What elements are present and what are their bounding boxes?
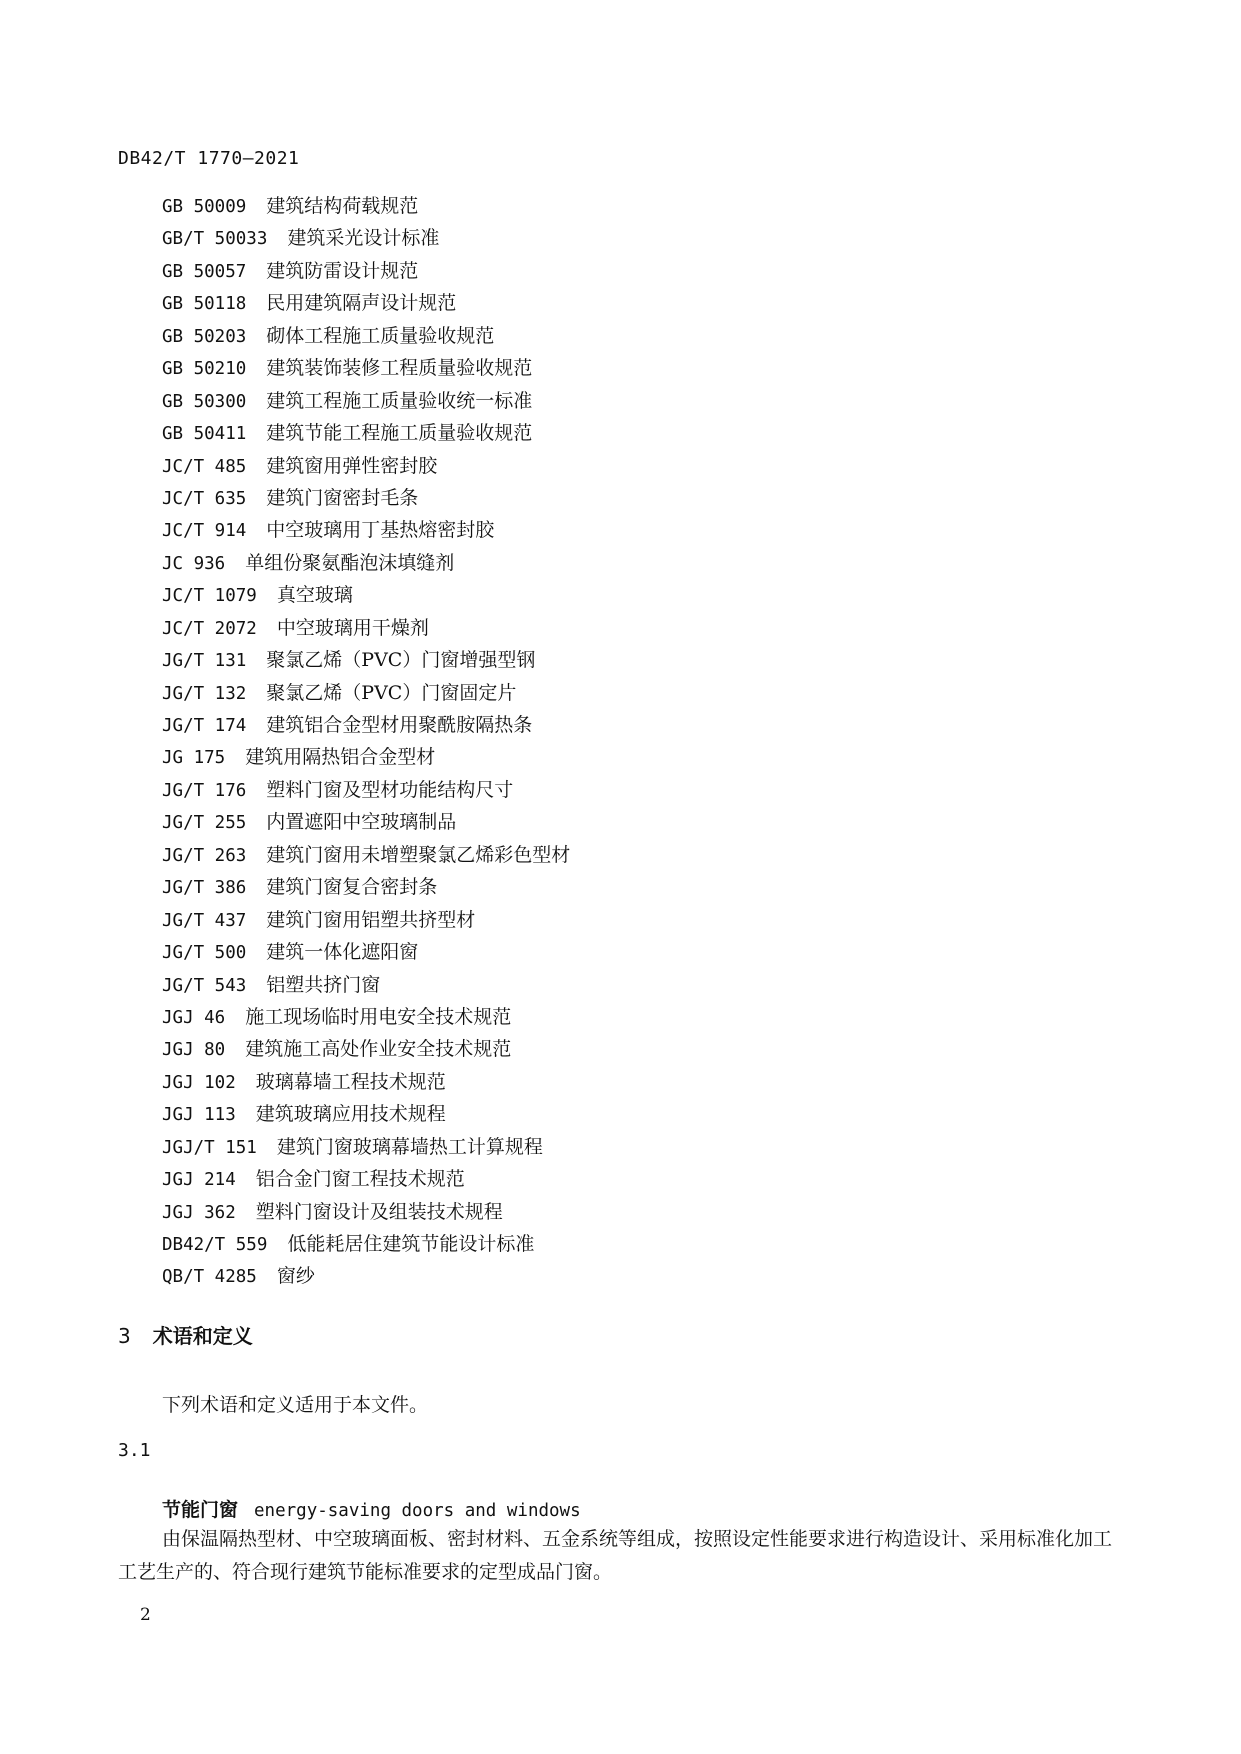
reference-code: DB42/T 559 [162,1235,268,1255]
reference-title: 建筑铝合金型材用聚酰胺隔热条 [266,714,533,736]
reference-title: 铝塑共挤门窗 [266,973,381,996]
term-definition: 由保温隔热型材、中空玻璃面板、密封材料、五金系统等组成，按照设定性能要求进行构造设计、采用标准化加工工艺生产的、符合现行建筑节能标准要求的定型成品门窗。 [118,1528,1113,1583]
reference-code: JC/T 914 [162,521,247,542]
reference-code: JG/T 263 [162,845,247,866]
reference-item [162,417,570,449]
reference-code: GB 50009 [162,197,247,217]
reference-item [162,871,570,903]
reference-title: 单组份聚氨酯泡沫填缝剂 [245,551,455,574]
reference-code: JG/T 255 [162,813,247,834]
term-name-en: energy-saving doors and windows [254,1501,581,1521]
reference-item [162,1260,570,1292]
reference-code: JC/T 1079 [162,586,257,607]
reference-item [162,1228,570,1260]
reference-title: 铝合金门窗工程技术规范 [255,1168,465,1191]
reference-item [162,644,570,676]
reference-title: 聚氯乙烯（PVC）门窗增强型钢 [266,649,536,672]
document-code-header: DB42/T 1770—2021 [118,148,300,169]
reference-item [162,1131,570,1163]
reference-item [162,255,570,287]
reference-item [162,806,570,838]
reference-title: 低能耗居住建筑节能设计标准 [287,1233,535,1255]
reference-item [162,352,570,384]
section-title: 术语和定义 [152,1324,253,1348]
reference-item [162,612,570,644]
reference-title: 玻璃幕墙工程技术规范 [255,1070,446,1093]
term-entry [162,1495,581,1522]
reference-title: 中空玻璃用丁基热熔密封胶 [266,519,495,542]
reference-item [162,514,570,546]
reference-item [162,1033,570,1065]
reference-item [162,547,570,579]
reference-title: 建筑门窗用未增塑聚氯乙烯彩色型材 [266,843,571,866]
reference-item [162,222,570,254]
reference-title: 建筑门窗密封毛条 [266,486,419,509]
reference-item [162,774,570,806]
reference-code: JG/T 174 [162,716,247,736]
reference-item [162,579,570,611]
reference-item [162,741,570,773]
reference-title: 建筑工程施工质量验收统一标准 [266,389,533,412]
reference-title: 建筑节能工程施工质量验收规范 [266,422,533,445]
reference-code: JC/T 2072 [162,618,257,639]
reference-title: 建筑用隔热铝合金型材 [245,746,436,769]
reference-code: GB 50118 [162,294,247,315]
reference-item [162,969,570,1001]
reference-code: GB 50411 [162,424,247,445]
reference-title: 建筑施工高处作业安全技术规范 [245,1038,512,1061]
reference-item [162,677,570,709]
page-number: 2 [140,1605,151,1625]
reference-title: 建筑一体化遮阳窗 [266,941,419,964]
section-number: 3 [118,1324,131,1348]
reference-title: 建筑结构荷载规范 [266,195,419,217]
reference-code: JC/T 485 [162,456,247,477]
reference-code: JG/T 132 [162,683,247,704]
reference-item [162,287,570,319]
reference-title: 建筑门窗复合密封条 [266,876,438,899]
reference-item [162,1196,570,1228]
reference-item [162,482,570,514]
reference-code: JGJ 113 [162,1105,236,1126]
reference-title: 塑料门窗及型材功能结构尺寸 [266,778,514,801]
reference-title: 建筑采光设计标准 [287,227,440,250]
reference-code: JGJ 46 [162,1007,226,1028]
reference-code: JC/T 635 [162,488,247,509]
reference-title: 建筑装饰装修工程质量验收规范 [266,357,533,380]
reference-item [162,936,570,968]
reference-item [162,385,570,417]
term-name-zh: 节能门窗 [162,1499,239,1521]
reference-item [162,1066,570,1098]
reference-item [162,1001,570,1033]
reference-code: GB 50057 [162,261,247,282]
reference-title: 建筑窗用弹性密封胶 [266,454,438,477]
intro-paragraph: 下列术语和定义适用于本文件。 [162,1394,429,1416]
reference-item [162,709,570,741]
reference-code: JGJ 102 [162,1072,236,1093]
reference-code: JG/T 437 [162,910,247,931]
section-heading [118,1320,253,1349]
normative-references-list [162,190,570,1293]
reference-title: 砌体工程施工质量验收规范 [266,324,495,347]
reference-title: 内置遮阳中空玻璃制品 [266,811,457,834]
reference-code: JG 175 [162,748,226,769]
reference-title: 窗纱 [276,1265,315,1288]
reference-code: JGJ 362 [162,1202,236,1223]
reference-code: GB 50300 [162,391,247,412]
reference-item [162,190,570,222]
reference-title: 塑料门窗设计及组装技术规程 [255,1200,503,1223]
reference-title: 建筑玻璃应用技术规程 [255,1103,446,1126]
reference-code: JG/T 543 [162,975,247,996]
reference-title: 施工现场临时用电安全技术规范 [245,1005,512,1028]
reference-title: 民用建筑隔声设计规范 [266,292,457,315]
reference-code: JGJ 80 [162,1040,226,1061]
reference-title: 建筑防雷设计规范 [266,259,419,282]
reference-code: QB/T 4285 [162,1267,257,1288]
reference-item [162,1163,570,1195]
reference-code: GB 50203 [162,326,247,347]
term-number: 3.1 [118,1440,151,1461]
reference-title: 真空玻璃 [276,584,353,607]
reference-code: JC 936 [162,553,226,574]
reference-item [162,450,570,482]
reference-code: GB 50210 [162,359,247,380]
reference-title: 建筑门窗用铝塑共挤型材 [266,908,476,931]
reference-code: JG/T 131 [162,651,247,672]
reference-title: 聚氯乙烯（PVC）门窗固定片 [266,681,517,704]
reference-title: 中空玻璃用干燥剂 [276,616,429,639]
reference-code: JG/T 176 [162,780,247,801]
reference-code: JG/T 500 [162,943,247,964]
reference-code: JGJ 214 [162,1170,236,1191]
reference-item [162,320,570,352]
reference-item [162,839,570,871]
reference-code: JG/T 386 [162,878,247,899]
reference-code: GB/T 50033 [162,229,268,250]
reference-item [162,904,570,936]
reference-item [162,1098,570,1130]
reference-title: 建筑门窗玻璃幕墙热工计算规程 [276,1135,543,1158]
reference-code: JGJ/T 151 [162,1137,257,1158]
